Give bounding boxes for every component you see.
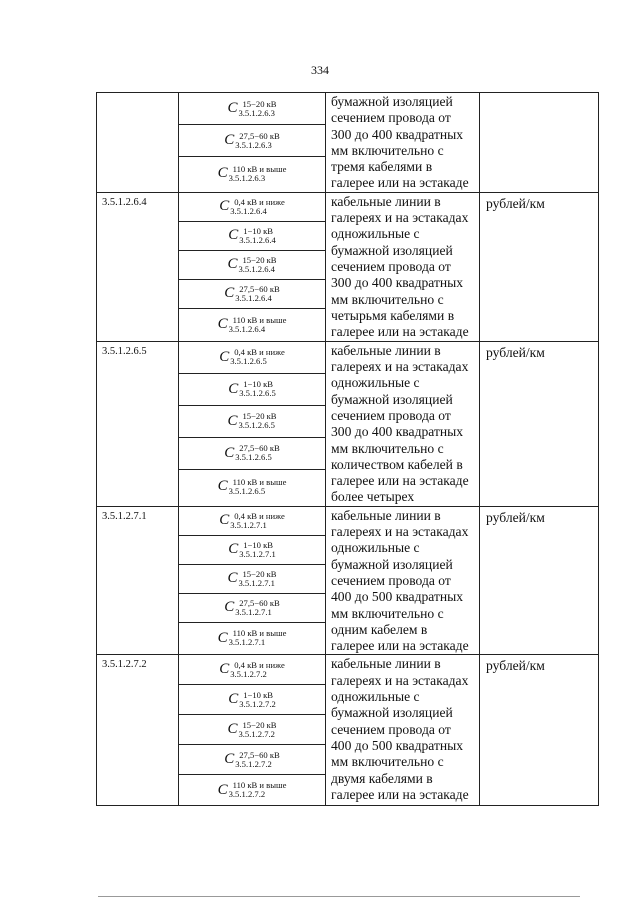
formula-subcell — [179, 157, 325, 190]
rate-symbol: C — [217, 629, 228, 646]
voltage-superscript: 110 кВ и выше — [232, 163, 287, 174]
code-subscript: 3.5.1.2.7.1 — [238, 577, 275, 588]
formula-indices — [230, 198, 285, 216]
code-subscript: 3.5.1.2.7.1 — [235, 606, 272, 617]
description-line: 400 до 500 квадратных — [331, 589, 464, 605]
description-line: мм включительно с — [331, 142, 444, 158]
description-line: мм включительно с — [331, 440, 444, 456]
unit-cell: рублей/км — [480, 506, 599, 655]
formula-subcell — [179, 685, 325, 715]
rate-formula — [228, 227, 276, 245]
code-subscript: 3.5.1.2.6.4 — [238, 263, 275, 274]
rate-symbol: C — [224, 132, 235, 148]
formula-cell — [179, 93, 326, 193]
code-subscript: 3.5.1.2.6.5 — [238, 420, 275, 431]
description-line: одним кабелем в — [331, 621, 428, 637]
unit-cell: рублей/км — [480, 341, 599, 506]
code-subscript: 3.5.1.2.7.2 — [228, 789, 266, 800]
rate-symbol: C — [217, 316, 228, 333]
unit-cell: рублей/км — [480, 655, 599, 806]
voltage-superscript: 0,4 кВ и ниже — [234, 196, 285, 207]
table-row — [97, 655, 599, 806]
description-line: одножильные с — [331, 540, 420, 556]
code-subscript: 3.5.1.2.6.5 — [239, 388, 276, 399]
rate-formula — [224, 132, 280, 150]
voltage-superscript: 0,4 кВ и ниже — [234, 659, 285, 670]
formula-indices — [229, 781, 287, 799]
formula-subcell — [179, 193, 325, 222]
formula-cell — [179, 655, 326, 806]
voltage-superscript: 27,5−60 кВ — [239, 597, 280, 608]
bottom-rule — [98, 896, 580, 897]
formula-indices — [239, 380, 276, 398]
description-line: двумя кабелями в — [331, 770, 433, 786]
rate-formula — [219, 198, 285, 216]
voltage-superscript: 110 кВ и выше — [232, 314, 287, 325]
rate-formula — [227, 570, 276, 588]
voltage-superscript: 15−20 кВ — [242, 568, 277, 579]
rate-symbol: C — [219, 512, 230, 529]
description-line: галерее или на эстакаде — [331, 638, 469, 654]
formula-indices — [230, 512, 285, 530]
description-line: кабельные линии в — [331, 342, 441, 358]
voltage-superscript: 1−10 кВ — [243, 379, 274, 390]
voltage-superscript: 27,5−60 кВ — [239, 443, 280, 454]
table-row — [97, 506, 599, 655]
page-number: 334 — [311, 63, 329, 77]
rate-formula — [218, 165, 287, 183]
code-subscript: 3.5.1.2.6.5 — [235, 452, 272, 463]
row-code: 3.5.1.2.6.5 — [97, 341, 179, 506]
rate-symbol: C — [219, 348, 230, 365]
formula-subcell — [179, 745, 325, 775]
formula-subcell — [179, 251, 325, 280]
formula-indices — [230, 348, 285, 366]
description-line: количеством кабелей в — [331, 456, 463, 472]
rate-formula — [218, 316, 287, 334]
rate-symbol: C — [227, 100, 238, 116]
rate-formula — [228, 691, 276, 709]
formula-indices — [235, 751, 280, 769]
formula-subcell — [179, 222, 325, 251]
description-line: кабельные линии в — [331, 656, 441, 672]
rate-formula — [228, 380, 276, 398]
description-line: сечением провода от — [331, 407, 451, 423]
formula-subcell — [179, 775, 325, 805]
rate-formula — [218, 781, 287, 799]
description-line: галерее или на эстакаде — [331, 324, 469, 340]
rate-formula — [218, 478, 287, 496]
formula-subcell — [179, 438, 325, 470]
code-subscript: 3.5.1.2.6.3 — [228, 172, 266, 183]
formula-subcell — [179, 470, 325, 504]
description-line: мм включительно с — [331, 754, 444, 770]
rate-symbol: C — [224, 599, 235, 616]
rate-symbol: C — [217, 165, 228, 181]
description-line: сечением провода от — [331, 110, 451, 126]
description-line: сечением провода от — [331, 572, 451, 588]
rate-symbol: C — [217, 478, 228, 495]
formula-indices — [238, 256, 276, 274]
formula-indices — [238, 570, 276, 588]
formula-indices — [235, 444, 280, 462]
formula-indices — [239, 691, 276, 709]
formula-subcell — [179, 507, 325, 536]
row-code: 3.5.1.2.7.2 — [97, 655, 179, 806]
voltage-superscript: 27,5−60 кВ — [239, 130, 280, 141]
rate-symbol: C — [224, 285, 235, 302]
rate-formula — [224, 599, 280, 617]
rate-formula — [219, 512, 285, 530]
rate-formula — [218, 629, 287, 647]
formula-indices — [238, 100, 276, 118]
rate-symbol: C — [228, 380, 239, 397]
rate-symbol: C — [228, 227, 239, 244]
code-subscript: 3.5.1.2.6.5 — [230, 356, 267, 367]
formula-subcell — [179, 374, 325, 406]
table-row — [97, 341, 599, 506]
description-line: одножильные с — [331, 375, 420, 391]
unit-cell: рублей/км — [480, 192, 599, 341]
code-subscript: 3.5.1.2.6.5 — [228, 485, 266, 496]
code-subscript: 3.5.1.2.6.4 — [235, 292, 272, 303]
code-subscript: 3.5.1.2.7.2 — [235, 758, 272, 769]
rate-formula — [227, 100, 276, 118]
voltage-superscript: 110 кВ и выше — [232, 476, 287, 487]
voltage-superscript: 15−20 кВ — [242, 719, 277, 730]
formula-indices — [235, 599, 280, 617]
description-line: бумажной изоляцией — [331, 94, 453, 109]
rate-formula — [224, 444, 280, 462]
formula-indices — [229, 629, 287, 647]
description-line: 400 до 500 квадратных — [331, 737, 464, 753]
description-line: 300 до 400 квадратных — [331, 424, 464, 440]
formula-indices — [229, 165, 287, 183]
rate-formula — [227, 412, 276, 430]
rate-symbol: C — [219, 661, 230, 678]
rate-formula — [228, 541, 276, 559]
voltage-superscript: 15−20 кВ — [242, 411, 277, 422]
code-subscript: 3.5.1.2.6.4 — [230, 205, 267, 216]
formula-indices — [230, 661, 285, 679]
rate-symbol: C — [217, 781, 228, 798]
voltage-superscript: 27,5−60 кВ — [239, 283, 280, 294]
formula-indices — [229, 316, 287, 334]
description-line: четырьмя кабелями в — [331, 307, 455, 323]
code-subscript: 3.5.1.2.7.2 — [239, 698, 276, 709]
description-line: бумажной изоляцией — [331, 391, 453, 407]
voltage-superscript: 0,4 кВ и ниже — [234, 347, 285, 358]
description-line: мм включительно с — [331, 605, 444, 621]
code-subscript: 3.5.1.2.6.4 — [228, 323, 266, 334]
formula-subcell — [179, 623, 325, 654]
voltage-superscript: 1−10 кВ — [243, 539, 274, 550]
row-code: 3.5.1.2.7.1 — [97, 506, 179, 655]
row-code: 3.5.1.2.6.4 — [97, 192, 179, 341]
voltage-superscript: 1−10 кВ — [243, 689, 274, 700]
rate-symbol: C — [224, 444, 235, 461]
formula-subcell — [179, 342, 325, 374]
rate-symbol: C — [227, 721, 238, 738]
description-line: галереях и на эстакадах — [331, 210, 469, 226]
formula-subcell — [179, 406, 325, 438]
formula-subcell — [179, 125, 325, 157]
formula-cell — [179, 192, 326, 341]
code-subscript: 3.5.1.2.7.1 — [230, 519, 267, 530]
description-cell — [326, 93, 480, 193]
formula-indices — [235, 285, 280, 303]
rates-table — [96, 92, 599, 806]
rate-formula — [224, 285, 280, 303]
code-subscript: 3.5.1.2.6.3 — [235, 139, 272, 150]
rate-symbol: C — [227, 256, 238, 273]
formula-cell — [179, 341, 326, 506]
description-line: сечением провода от — [331, 258, 451, 274]
formula-indices — [238, 412, 276, 430]
description-cell — [326, 341, 480, 506]
rate-formula — [219, 348, 285, 366]
rates-table-body — [97, 93, 599, 806]
formula-subcell — [179, 280, 325, 309]
code-subscript: 3.5.1.2.7.2 — [238, 728, 275, 739]
description-line: бумажной изоляцией — [331, 556, 453, 572]
description-line: одножильные с — [331, 226, 420, 242]
voltage-superscript: 1−10 кВ — [243, 225, 274, 236]
description-line: бумажной изоляцией — [331, 242, 453, 258]
formula-subcell — [179, 309, 325, 341]
table-row — [97, 192, 599, 341]
description-cell — [326, 506, 480, 655]
code-subscript: 3.5.1.2.7.2 — [230, 668, 267, 679]
description-line: одножильные с — [331, 689, 420, 705]
formula-subcell — [179, 655, 325, 685]
code-subscript: 3.5.1.2.6.3 — [238, 107, 275, 118]
description-line: галереях и на эстакадах — [331, 524, 469, 540]
formula-cell — [179, 506, 326, 655]
rate-formula — [219, 661, 285, 679]
rate-formula — [224, 751, 280, 769]
rate-formula — [227, 256, 276, 274]
description-line: галерее или на эстакаде — [331, 786, 469, 802]
rate-formula — [227, 721, 276, 739]
formula-subcell — [179, 715, 325, 745]
description-line: более четырех — [331, 489, 415, 505]
voltage-superscript: 15−20 кВ — [242, 254, 277, 265]
description-line: галереях и на эстакадах — [331, 672, 469, 688]
description-line: сечением провода от — [331, 721, 451, 737]
formula-subcell — [179, 594, 325, 623]
rate-symbol: C — [227, 412, 238, 429]
voltage-superscript: 15−20 кВ — [242, 98, 277, 109]
code-subscript: 3.5.1.2.7.1 — [228, 637, 266, 648]
description-cell — [326, 192, 480, 341]
description-line: галереях и на эстакадах — [331, 359, 469, 375]
voltage-superscript: 0,4 кВ и ниже — [234, 510, 285, 521]
description-line: кабельные линии в — [331, 507, 441, 523]
rate-symbol: C — [228, 541, 239, 558]
formula-indices — [229, 478, 287, 496]
formula-indices — [235, 132, 280, 150]
code-subscript: 3.5.1.2.7.1 — [239, 548, 276, 559]
unit-cell — [480, 93, 599, 193]
description-line: галерее или на эстакаде — [331, 175, 469, 191]
rate-symbol: C — [227, 570, 238, 587]
table-row — [97, 93, 599, 193]
formula-indices — [238, 721, 276, 739]
formula-subcell — [179, 565, 325, 594]
row-code — [97, 93, 179, 193]
voltage-superscript: 27,5−60 кВ — [239, 749, 280, 760]
rate-symbol: C — [219, 198, 230, 215]
code-subscript: 3.5.1.2.6.4 — [239, 234, 276, 245]
description-line: бумажной изоляцией — [331, 705, 453, 721]
description-line: мм включительно с — [331, 291, 444, 307]
description-line: 300 до 400 квадратных — [331, 275, 464, 291]
formula-subcell — [179, 536, 325, 565]
rate-symbol: C — [224, 751, 235, 768]
voltage-superscript: 110 кВ и выше — [232, 628, 287, 639]
rate-symbol: C — [228, 691, 239, 708]
formula-indices — [239, 541, 276, 559]
voltage-superscript: 110 кВ и выше — [232, 780, 287, 791]
description-line: галерее или на эстакаде — [331, 473, 469, 489]
description-line: 300 до 400 квадратных — [331, 126, 464, 142]
description-line: тремя кабелями в — [331, 159, 433, 175]
formula-indices — [239, 227, 276, 245]
description-cell — [326, 655, 480, 806]
description-line: кабельные линии в — [331, 193, 441, 209]
formula-subcell — [179, 93, 325, 125]
